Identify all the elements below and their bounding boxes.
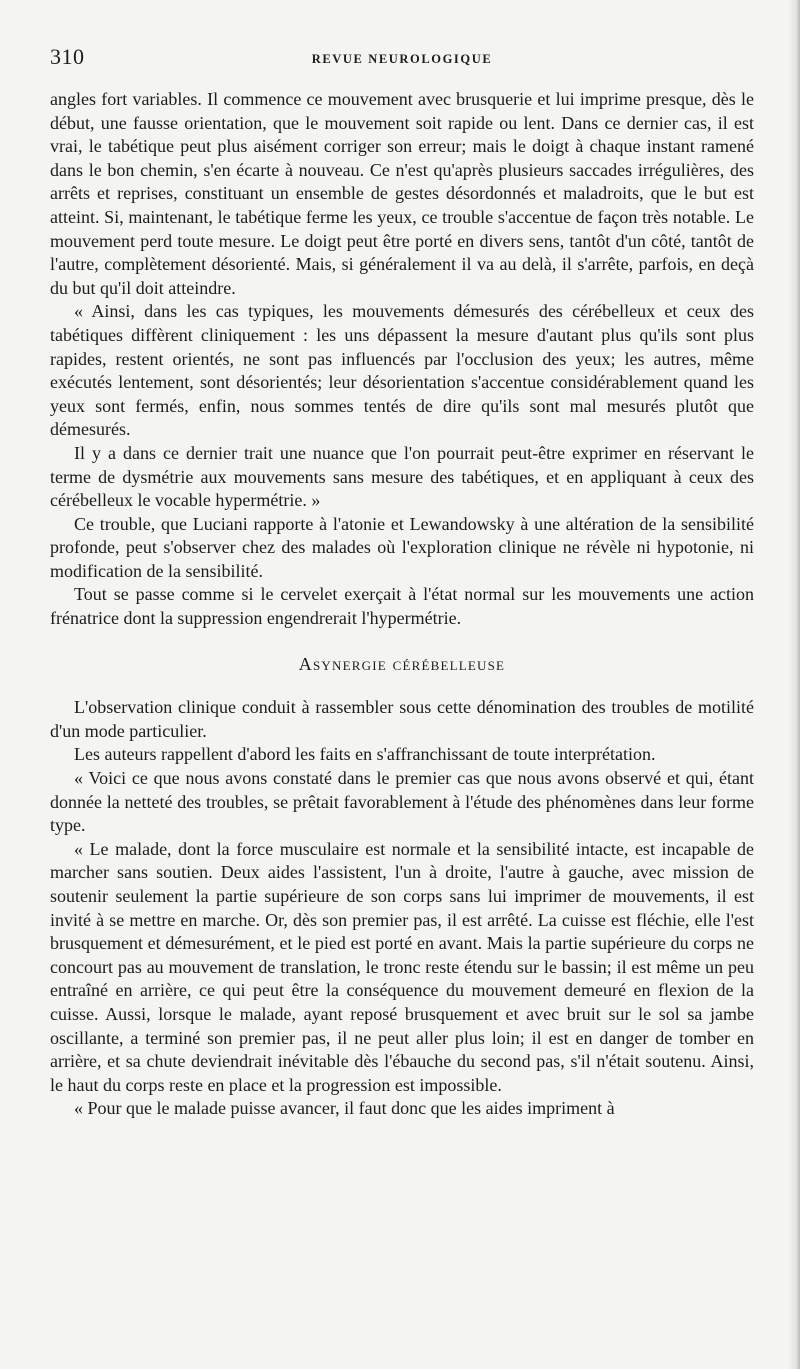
paragraph: Ce trouble, que Luciani rapporte à l'atonie et Lewandowsky à une altération de la sensibilité profonde, peut s'observer chez des malades où l'exploration clinique ne révèle ni hypotonie, ni modification de la sensibilité. bbox=[50, 513, 754, 581]
paragraph: Les auteurs rappellent d'abord les faits en s'affranchissant de toute interprétation. bbox=[74, 744, 656, 765]
body-text bbox=[50, 88, 754, 1121]
paragraph: « Le malade, dont la force musculaire est normale et la sensibilité intacte, est incapable de marcher sans soutien. Deux aides l'assistent, l'un à droite, l'autre à gauche, avec mission de soutenir seulement la partie supérieure de son corps sans lui imprimer de mouvements, il est invité à se mettre en marche. Or, dès son premier pas, il est arrêté. La cuisse est fléchie, elle l'est brusquement et démesurément, et le pied est porté en avant. Mais la partie supérieure du corps ne concourt pas au mouvement de translation, le tronc reste étendu sur le bassin; il est même un peu entraîné en arrière, ce qui peut être la conséquence du mouvement demeuré en flexion de la cuisse. Aussi, lorsque le malade, ayant reposé brusquement et avec bruit sur le sol sa jambe oscillante, a terminé son premier pas, il ne peut aller plus loin; il est en danger de tomber en arrière, et sa chute deviendrait inévitable dès l'ébauche du second pas, s'il n'était soutenu. Ainsi, le haut du corps reste en place et la progression est impossible. bbox=[50, 838, 754, 1095]
paragraph: « Pour que le malade puisse avancer, il faut donc que les aides impriment à bbox=[74, 1098, 615, 1119]
paragraph: « Voici ce que nous avons constaté dans le premier cas que nous avons observé et qui, étant donnée la netteté des troubles, se prêtait favorablement à l'étude des phénomènes dans leur forme type. bbox=[50, 768, 754, 836]
page-edge-shadow bbox=[788, 0, 800, 1369]
paragraph: « Ainsi, dans les cas typiques, les mouvements démesurés des cérébelleux et ceux des tabétiques diffèrent cliniquement : les uns dépassent la mesure d'autant plus qu'ils sont plus rapides, restent orientés, ne sont pas influencés par l'occlusion des yeux; les autres, même exécutés lentement, sont désorientés; leur désorientation s'accentue considérablement quand les yeux sont fermés, enfin, nous sommes tentés de dire qu'ils sont mal mesurés plutôt que démesurés. bbox=[50, 301, 754, 440]
page-number: 310 bbox=[50, 44, 85, 69]
paragraph: Il y a dans ce dernier trait une nuance que l'on pourrait peut-être exprimer en réservant le terme de dysmétrie aux mouvements sans mesure des tabétiques, et en appliquant à ceux des cérébelleux le vocable hypermétrie. » bbox=[50, 442, 754, 511]
running-head: REVUE NEUROLOGIQUE bbox=[311, 52, 493, 66]
paragraph: Tout se passe comme si le cervelet exerçait à l'état normal sur les mouvements une action frénatrice dont la suppression engendrerait l'hypermétrie. bbox=[50, 584, 754, 629]
section-heading: Asynergie cérébelleuse bbox=[298, 653, 506, 674]
paragraph: angles fort variables. Il commence ce mouvement avec brusquerie et lui imprime presque, dès le début, une fausse orientation, que le mouvement soit rapide ou lent. Dans ce dernier cas, il est vrai, le tabétique peut plus aisément corriger son erreur; mais le doigt à chaque instant ramené dans le bon chemin, s'en écarte à nouveau. Ce n'est qu'après plusieurs saccades irrégulières, des arrêts et reprises, constituant un ensemble de gestes désordonnés et maladroits, que le but est atteint. Si, maintenant, le tabétique ferme les yeux, ce trouble s'accentue de façon très notable. Le mouvement perd toute mesure. Le doigt peut être porté en divers sens, tantôt d'un côté, tantôt de l'autre, complètement désorienté. Mais, si généralement il va au delà, il s'arrête, parfois, en deçà du but qu'il doit atteindre. bbox=[50, 89, 754, 298]
paragraph: L'observation clinique conduit à rassembler sous cette dénomination des troubles de motilité d'un mode particulier. bbox=[50, 697, 754, 741]
page-header bbox=[50, 44, 754, 74]
